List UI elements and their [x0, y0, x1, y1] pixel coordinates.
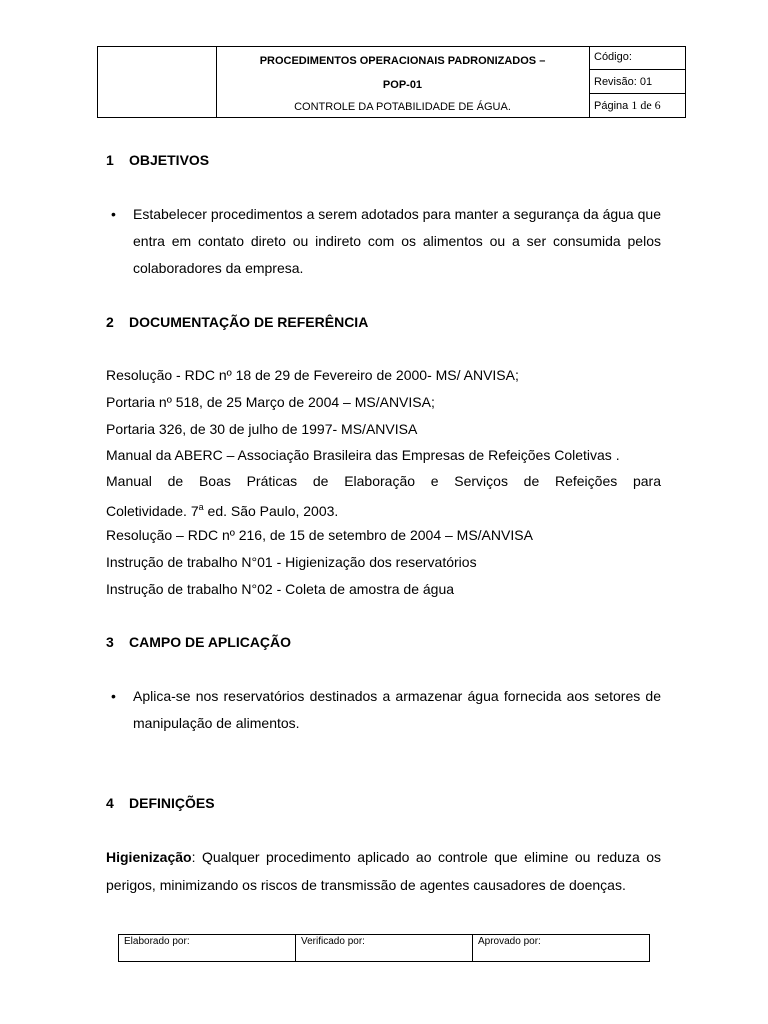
section-title: DOCUMENTAÇÃO DE REFERÊNCIA	[129, 314, 369, 330]
document-subtitle: CONTROLE DA POTABILIDADE DE ÁGUA.	[294, 101, 511, 113]
section-number: 1	[106, 152, 114, 168]
reference-line: Portaria 326, de 30 de julho de 1997- MS/ANVISA	[106, 421, 418, 437]
reference-line: Portaria nº 518, de 25 Março de 2004 – MS/ANVISA;	[106, 394, 435, 410]
pagina-value: 1 de 6	[631, 98, 661, 112]
codigo-label: Código:	[590, 47, 685, 70]
verificado-por-cell: Verificado por:	[296, 935, 473, 961]
section-title: CAMPO DE APLICAÇÃO	[129, 634, 292, 650]
bullet-icon: •	[111, 206, 116, 222]
definition-term: Higienização	[106, 849, 192, 865]
revisao-label: Revisão: 01	[590, 71, 685, 94]
reference-line: Resolução – RDC nº 216, de 15 de setembro de 2004 – MS/ANVISA	[106, 527, 533, 543]
section-title: OBJETIVOS	[129, 152, 210, 168]
definition-higienizacao	[106, 843, 661, 899]
meta-cell	[590, 47, 685, 117]
section-number: 3	[106, 634, 114, 650]
reference-line: Resolução - RDC nº 18 de 29 de Fevereiro de 2000- MS/ ANVISA;	[106, 367, 519, 383]
reference-line: Manual de Boas Práticas de Elaboração e Serviços de Refeições para	[106, 473, 661, 489]
reference-line: Instrução de trabalho N°01 - Higienização dos reservatórios	[106, 554, 477, 570]
section-heading-campo-aplicacao	[106, 634, 291, 650]
reference-line	[106, 494, 661, 524]
section-heading-objetivos	[106, 152, 209, 168]
reference-line: Instrução de trabalho N°02 - Coleta de amostra de água	[106, 581, 455, 597]
title-cell	[216, 47, 590, 117]
section-heading-documentacao	[106, 314, 368, 330]
document-code: POP-01	[382, 79, 423, 91]
section-title: DEFINIÇÕES	[129, 795, 215, 811]
page-indicator	[590, 94, 685, 117]
document-title: PROCEDIMENTOS OPERACIONAIS PADRONIZADOS –	[259, 55, 546, 67]
definition-text: : Qualquer procedimento aplicado ao controle que elimine ou reduza os perigos, minimizando os riscos de transmissão de agentes causadores de doenças.	[106, 849, 661, 893]
reference-line: Manual da ABERC – Associação Brasileira das Empresas de Refeições Coletivas .	[106, 447, 620, 463]
superscript: a	[198, 502, 204, 512]
signature-table	[118, 934, 650, 962]
logo-cell	[98, 47, 217, 117]
section-number: 2	[106, 314, 114, 330]
bullet-icon: •	[111, 688, 116, 704]
pagina-label: Página	[594, 100, 629, 112]
campo-aplicacao-bullet-text: Aplica-se nos reservatórios destinados a armazenar água fornecida aos setores de manipulação de alimentos.	[133, 688, 661, 731]
elaborado-por-cell: Elaborado por:	[119, 935, 296, 961]
reference-manual-boas-praticas	[106, 468, 661, 524]
reference-text: ed. São Paulo, 2003.	[203, 503, 339, 519]
reference-text: Coletividade. 7	[106, 503, 199, 519]
objetivos-bullet-text: Estabelecer procedimentos a serem adotados para manter a segurança da água que entra em contato direto ou indireto com os alimentos ou a ser consumida pelos colaboradores da empresa.	[133, 206, 661, 276]
aprovado-por-cell: Aprovado por:	[478, 936, 541, 947]
section-heading-definicoes	[106, 795, 215, 811]
section-number: 4	[106, 795, 114, 811]
document-header-table	[97, 46, 686, 118]
